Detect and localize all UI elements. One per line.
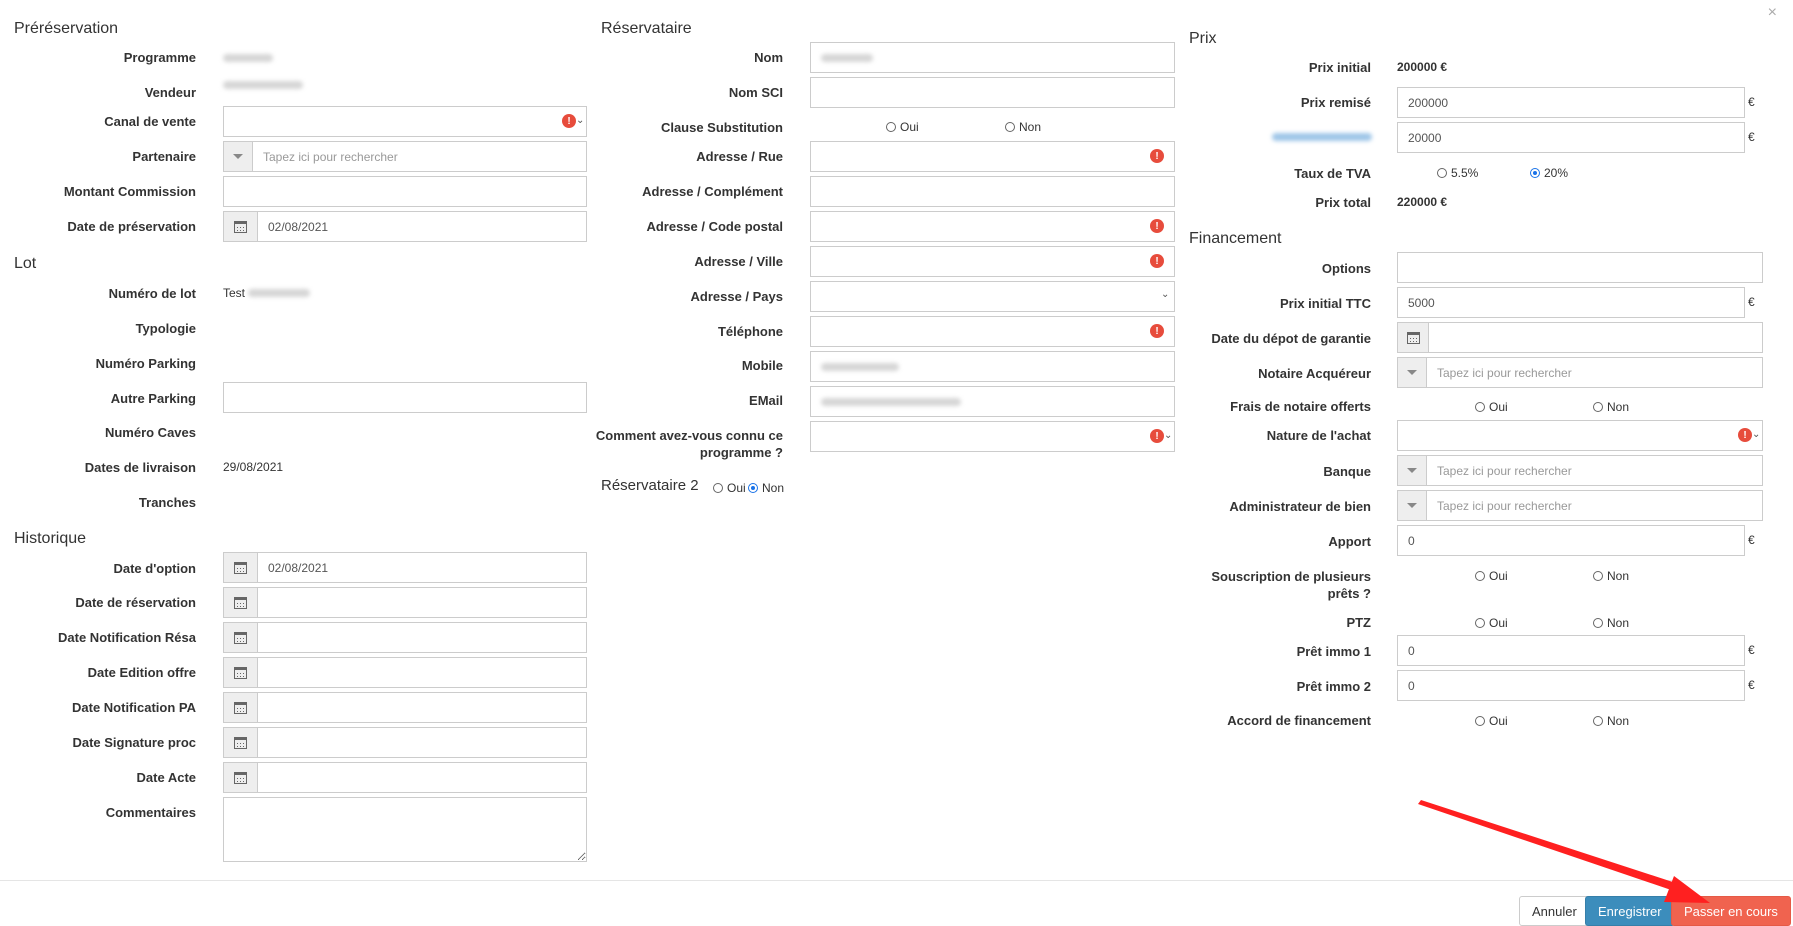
caret-down-icon [1407,468,1417,473]
accord-oui-radio[interactable]: Oui [1475,714,1508,728]
passer-en-cours-button[interactable]: Passer en cours [1671,896,1791,926]
calendar-icon [234,772,247,784]
email-input[interactable] [810,386,1175,417]
section-title-historique: Historique [14,530,87,547]
date-acte-input[interactable] [257,762,587,793]
montant-input[interactable] [223,176,587,207]
section-title-financement: Financement [1189,230,1282,247]
calendar-icon [234,737,247,749]
souscription-oui-radio[interactable]: Oui [1475,569,1508,583]
label-tva: Taux de TVA [1294,166,1371,181]
section-title-reservataire: Réservataire [601,20,692,37]
label-prix-ttc: Prix initial TTC [1279,296,1371,311]
label-partenaire: Partenaire [132,149,196,164]
error-icon: ! [1150,254,1164,268]
label-ptz: PTZ [1346,615,1371,630]
date-signature-input[interactable] [257,727,587,758]
depot-date-input[interactable] [1428,322,1763,353]
vendeur-value-redacted [223,81,303,89]
label-livraison: Dates de livraison [84,460,196,475]
label-commentaires: Commentaires [105,805,196,820]
label-clause: Clause Substitution [660,120,783,135]
frais-oui-radio[interactable]: Oui [1475,400,1508,414]
label-parking: Numéro Parking [95,356,196,371]
euro-unit: € [1748,533,1755,547]
label-notif-pa: Date Notification PA [72,700,196,715]
label-notif-resa: Date Notification Résa [58,630,196,645]
error-icon: ! [1738,428,1752,442]
label-programme: Programme [123,50,196,65]
frais-non-radio[interactable]: Non [1593,400,1629,414]
label-code-postal: Adresse / Code postal [646,219,783,234]
label-vendeur: Vendeur [144,85,196,100]
label-date-preservation: Date de préservation [67,219,196,234]
calendar-button[interactable] [223,587,258,618]
euro-unit: € [1748,95,1755,109]
label-nom: Nom [754,50,783,65]
calendar-button[interactable] [223,762,258,793]
label-date-reservation: Date de réservation [75,595,196,610]
label-accord: Accord de financement [1227,713,1371,728]
label-telephone: Téléphone [717,324,783,339]
enregistrer-button[interactable]: Enregistrer [1585,896,1675,926]
label-mobile: Mobile [741,358,783,373]
label-tranches: Tranches [138,495,196,510]
label-apport: Apport [1328,534,1371,549]
email-value-redacted [821,398,961,406]
reservataire2-oui-radio[interactable]: Oui [713,481,746,495]
euro-unit: € [1748,678,1755,692]
ptz-non-radio[interactable]: Non [1593,616,1629,630]
date-option-input[interactable]: 02/08/2021 [257,552,587,583]
error-icon: ! [1150,219,1164,233]
label-complement: Adresse / Complément [642,184,783,199]
label-banque: Banque [1323,464,1371,479]
nom-input[interactable] [810,42,1175,73]
programme-value-redacted [223,54,273,62]
date-edition-input[interactable] [257,657,587,688]
label-nature: Nature de l'achat [1266,428,1371,443]
calendar-button[interactable] [223,657,258,688]
label-montant: Montant Commission [63,184,196,199]
label-pays: Adresse / Pays [690,289,783,304]
apport-input[interactable]: 0 [1397,525,1745,556]
calendar-icon [234,702,247,714]
section-title-prix: Prix [1189,30,1217,47]
options-input[interactable] [1397,252,1763,283]
partenaire-dropdown-toggle[interactable] [223,141,253,172]
chevron-down-icon: ⌄ [1752,429,1761,440]
numero-lot-redacted [248,289,310,297]
label-edition-offre: Date Edition offre [87,665,196,680]
label-nom-sci: Nom SCI [728,85,783,100]
calendar-icon [234,221,247,233]
prix-total-value: 220000 € [1397,195,1448,209]
nature-select[interactable] [1397,420,1763,451]
prix-initial-value: 200000 € [1397,60,1448,74]
calendar-button[interactable] [1397,322,1429,353]
label-prix-total: Prix total [1315,195,1371,210]
date-notif-pa-input[interactable] [257,692,587,723]
prix-ttc-input[interactable]: 5000 [1397,287,1745,318]
calendar-button[interactable] [223,211,258,242]
caret-down-icon [1407,503,1417,508]
label-notaire: Notaire Acquéreur [1258,366,1371,381]
notaire-search-input[interactable]: Tapez ici pour rechercher [1426,357,1763,388]
calendar-icon [234,597,247,609]
label-prix-remise: Prix remisé [1300,95,1371,110]
section-title-prereservation: Préréservation [14,20,119,37]
admin-dropdown-toggle[interactable] [1397,490,1427,521]
canal-select[interactable] [223,106,587,137]
calendar-button[interactable] [223,692,258,723]
souscription-non-radio[interactable]: Non [1593,569,1629,583]
tva-20-radio[interactable]: 20% [1530,166,1568,180]
label-typologie: Typologie [135,321,196,336]
calendar-icon [234,632,247,644]
mobile-value-redacted [821,363,899,371]
telephone-input[interactable] [810,316,1175,347]
euro-unit: € [1748,130,1755,144]
nom-value-redacted [821,54,873,62]
tva-5-5-radio[interactable]: 5.5% [1437,166,1478,180]
error-icon: ! [1150,324,1164,338]
calendar-button[interactable] [223,552,258,583]
chevron-down-icon: ⌄ [576,115,585,126]
chevron-down-icon: ⌄ [1164,430,1173,441]
label-comment: Comment avez-vous connu ce programme ? [595,428,783,460]
label-numero-lot: Numéro de lot [108,286,196,301]
calendar-icon [1407,332,1420,344]
prix-third-input[interactable]: 20000 [1397,122,1745,153]
label-souscription: Souscription de plusieurs prêts ? [1211,569,1371,601]
nom-sci-input[interactable] [810,77,1175,108]
partenaire-search-input[interactable]: Tapez ici pour rechercher [252,141,587,172]
prix-remise-input[interactable]: 200000 [1397,87,1745,118]
label-autre-parking: Autre Parking [110,391,196,406]
section-title-reservataire-2: Réservataire 2 [601,477,699,494]
livraison-value: 29/08/2021 [223,460,284,474]
label-pret2: Prêt immo 2 [1296,679,1371,694]
annuler-button[interactable]: Annuler [1519,896,1590,926]
calendar-icon [234,667,247,679]
banque-search-input[interactable]: Tapez ici pour rechercher [1426,455,1763,486]
label-prix-initial: Prix initial [1308,60,1371,75]
calendar-button[interactable] [223,727,258,758]
label-canal: Canal de vente [104,114,196,129]
label-frais-notaire: Frais de notaire offerts [1230,399,1371,414]
label-rue: Adresse / Rue [696,149,783,164]
label-pret1: Prêt immo 1 [1296,644,1371,659]
close-icon[interactable]: × [1767,4,1777,21]
autre-parking-input[interactable] [223,382,587,413]
label-depot: Date du dépot de garantie [1211,331,1371,346]
banque-dropdown-toggle[interactable] [1397,455,1427,486]
calendar-button[interactable] [223,622,258,653]
ville-input[interactable] [810,246,1175,277]
pret2-input[interactable]: 0 [1397,670,1745,701]
rue-input[interactable] [810,141,1175,172]
clause-oui-radio[interactable]: Oui [886,120,919,134]
pret1-input[interactable]: 0 [1397,635,1745,666]
notaire-dropdown-toggle[interactable] [1397,357,1427,388]
clause-non-radio[interactable]: Non [1005,120,1041,134]
accord-non-radio[interactable]: Non [1593,714,1629,728]
error-icon: ! [1150,149,1164,163]
pays-select[interactable] [810,281,1175,312]
label-redacted [1272,133,1372,141]
reservataire2-non-radio[interactable]: Non [748,481,784,495]
section-title-lot: Lot [14,255,37,272]
label-acte: Date Acte [136,770,196,785]
admin-search-input[interactable]: Tapez ici pour rechercher [1426,490,1763,521]
code-postal-input[interactable] [810,211,1175,242]
caret-down-icon [1407,370,1417,375]
numero-lot-value: Test [223,286,246,300]
ptz-oui-radio[interactable]: Oui [1475,616,1508,630]
comment-select[interactable] [810,421,1175,452]
error-icon: ! [562,114,576,128]
label-ville: Adresse / Ville [694,254,783,269]
label-date-option: Date d'option [113,561,196,576]
complement-input[interactable] [810,176,1175,207]
date-reservation-input[interactable] [257,587,587,618]
commentaires-textarea[interactable] [223,797,587,862]
label-administrateur: Administrateur de bien [1229,499,1371,514]
chevron-down-icon: ⌄ [1161,289,1170,300]
label-options: Options [1321,261,1371,276]
date-preservation-input[interactable]: 02/08/2021 [257,211,587,242]
euro-unit: € [1748,295,1755,309]
euro-unit: € [1748,643,1755,657]
label-email: EMail [749,393,783,408]
calendar-icon [234,562,247,574]
label-caves: Numéro Caves [104,425,196,440]
caret-down-icon [233,154,243,159]
mobile-input[interactable] [810,351,1175,382]
error-icon: ! [1150,429,1164,443]
label-signature: Date Signature proc [72,735,196,750]
date-notif-resa-input[interactable] [257,622,587,653]
